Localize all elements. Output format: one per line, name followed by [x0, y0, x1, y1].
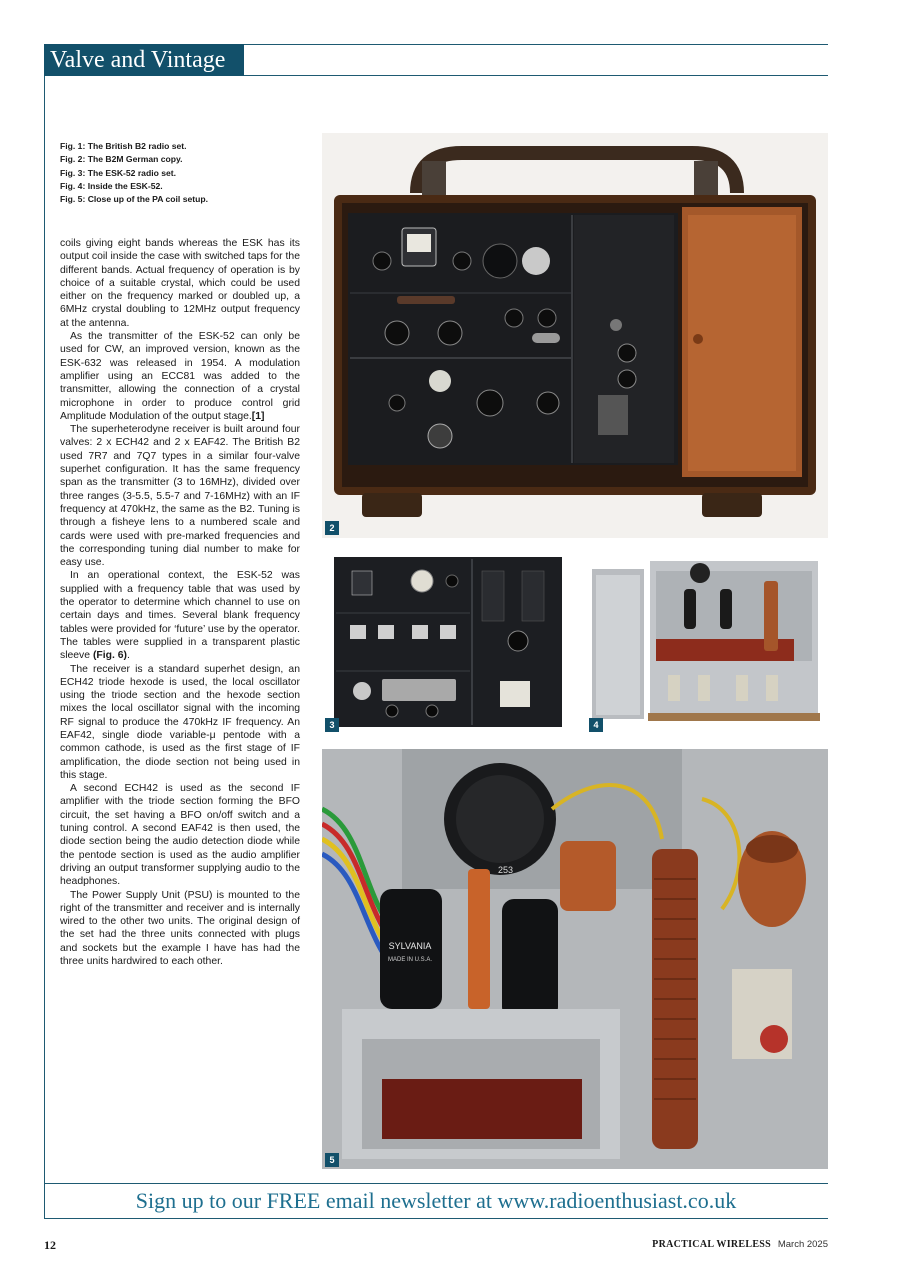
article-paragraph — [60, 569, 300, 662]
reference-marker: [1] — [251, 410, 265, 422]
caption-fig3: Fig. 3: The ESK-52 radio set. — [60, 167, 177, 178]
photo-fig3-illustration — [322, 551, 564, 733]
article-paragraph: The receiver is a standard superhet design, an ECH42 triode hexode is used, the local oscillator using the triode section and the hexode section mixes the local oscillator signal with the incoming RF signal to produce the 470kHz IF frequency. An EAF42, single diode variable-μ pentode with a common cathode, is used as the first stage of IF amplification, the diode section not being used in this stage. — [60, 663, 300, 781]
photo-fig4-illustration — [586, 551, 828, 733]
valve-made: MADE IN U.S.A. — [387, 957, 433, 963]
caption-fig1: Fig. 1: The British B2 radio set. — [60, 141, 187, 151]
issue-date: March 2025 — [777, 1239, 828, 1250]
header-rule-lower — [244, 75, 828, 76]
paragraph-text: As the transmitter of the ESK-52 can only be used for CW, an improved version, known as the ESK-632 was released in 1954. A modulation amplifier using an ECC81 was added to the transmitter, allowing the connection of a crystal microphone in order to produce control grid Amplitude Modulation of the output stage. — [60, 331, 300, 422]
figure-reference: (Fig. 6) — [92, 650, 127, 662]
article-paragraph — [60, 330, 300, 423]
photo-fig2-illustration — [322, 133, 828, 538]
figure-number-4: 4 — [589, 718, 603, 732]
caption-fig4: Fig. 4: Inside the ESK-52. — [60, 180, 163, 191]
newsletter-banner[interactable]: Sign up to our FREE email newsletter at www.radioenthusiast.co.uk — [44, 1183, 828, 1219]
magazine-name: PRACTICAL WIRELESS — [652, 1239, 772, 1250]
photo-fig5-illustration — [322, 749, 828, 1169]
section-title: Valve and Vintage — [44, 44, 244, 76]
figure-captions — [60, 140, 310, 206]
figure-number-5: 5 — [325, 1153, 339, 1167]
photo-fig5 — [322, 749, 828, 1169]
figure-number-2: 2 — [325, 521, 339, 535]
valve-brand: SYLVANIA — [388, 941, 432, 951]
article-paragraph: The Power Supply Unit (PSU) is mounted to the right of the transmitter and receiver and is internally wired to the other two units. The original design of the set had the three units connected with plugs and sockets but the example I have has had the three units hardwired to each other. — [60, 889, 300, 968]
paragraph-end: . — [127, 650, 130, 662]
caption-fig5: Fig. 5: Close up of the PA coil setup. — [60, 194, 209, 205]
article-paragraph: coils giving eight bands whereas the ESK has its output coil inside the case with switched taps for the different bands. Actual frequency of operation is by choice of a suitable crystal, which could be used either on the frequency marked or doubled up, a 6MHz crystal doubling to 12MHz output frequency at the antenna. — [60, 238, 300, 329]
magazine-footer — [652, 1239, 828, 1250]
article-paragraph: The superheterodyne receiver is built around four valves: 2 x ECH42 and 2 x EAF42. The British B2 used 7R7 and 7Q7 types in a similar four-valve superhet configuration. It has the same frequency span as the transmitter (3 to 16MHz), divided over three ranges (3-5.5, 5.5-7 and 7-16MHz) with an IF frequency at 470kHz, the same as the B2. Tuning is through a fisheye lens to a numbered scale and cards were used with pre-marked frequencies and the corresponding tuning dial number to make for easy use. — [60, 424, 300, 569]
left-rule — [44, 76, 45, 1219]
photo-fig3 — [322, 551, 564, 733]
meter-label: 253 — [498, 865, 514, 875]
figure-number-3: 3 — [325, 718, 339, 732]
photo-fig4 — [586, 551, 828, 733]
article-paragraph: A second ECH42 is used as the second IF amplifier with the triode section forming the BFO circuit, the set having a BFO on/off switch and a tuning control. A second EAF42 is then used, the diode section being the audio detection diode while the pentode section is used as the audio amplifier driving an output transformer supplying audio to the headphones. — [60, 783, 300, 888]
photo-fig2 — [322, 133, 828, 538]
article-body — [60, 237, 300, 968]
paragraph-text: In an operational context, the ESK-52 was supplied with a frequency table that was used by the operator to determine which channel to use on certain days and times. Several blank frequency tables were provided for ‘future’ use by the operator. The tables were supplied in a transparent plastic sleeve — [60, 570, 300, 662]
caption-fig2: Fig. 2: The B2M German copy. — [60, 154, 183, 165]
page-number: 12 — [44, 1238, 56, 1252]
